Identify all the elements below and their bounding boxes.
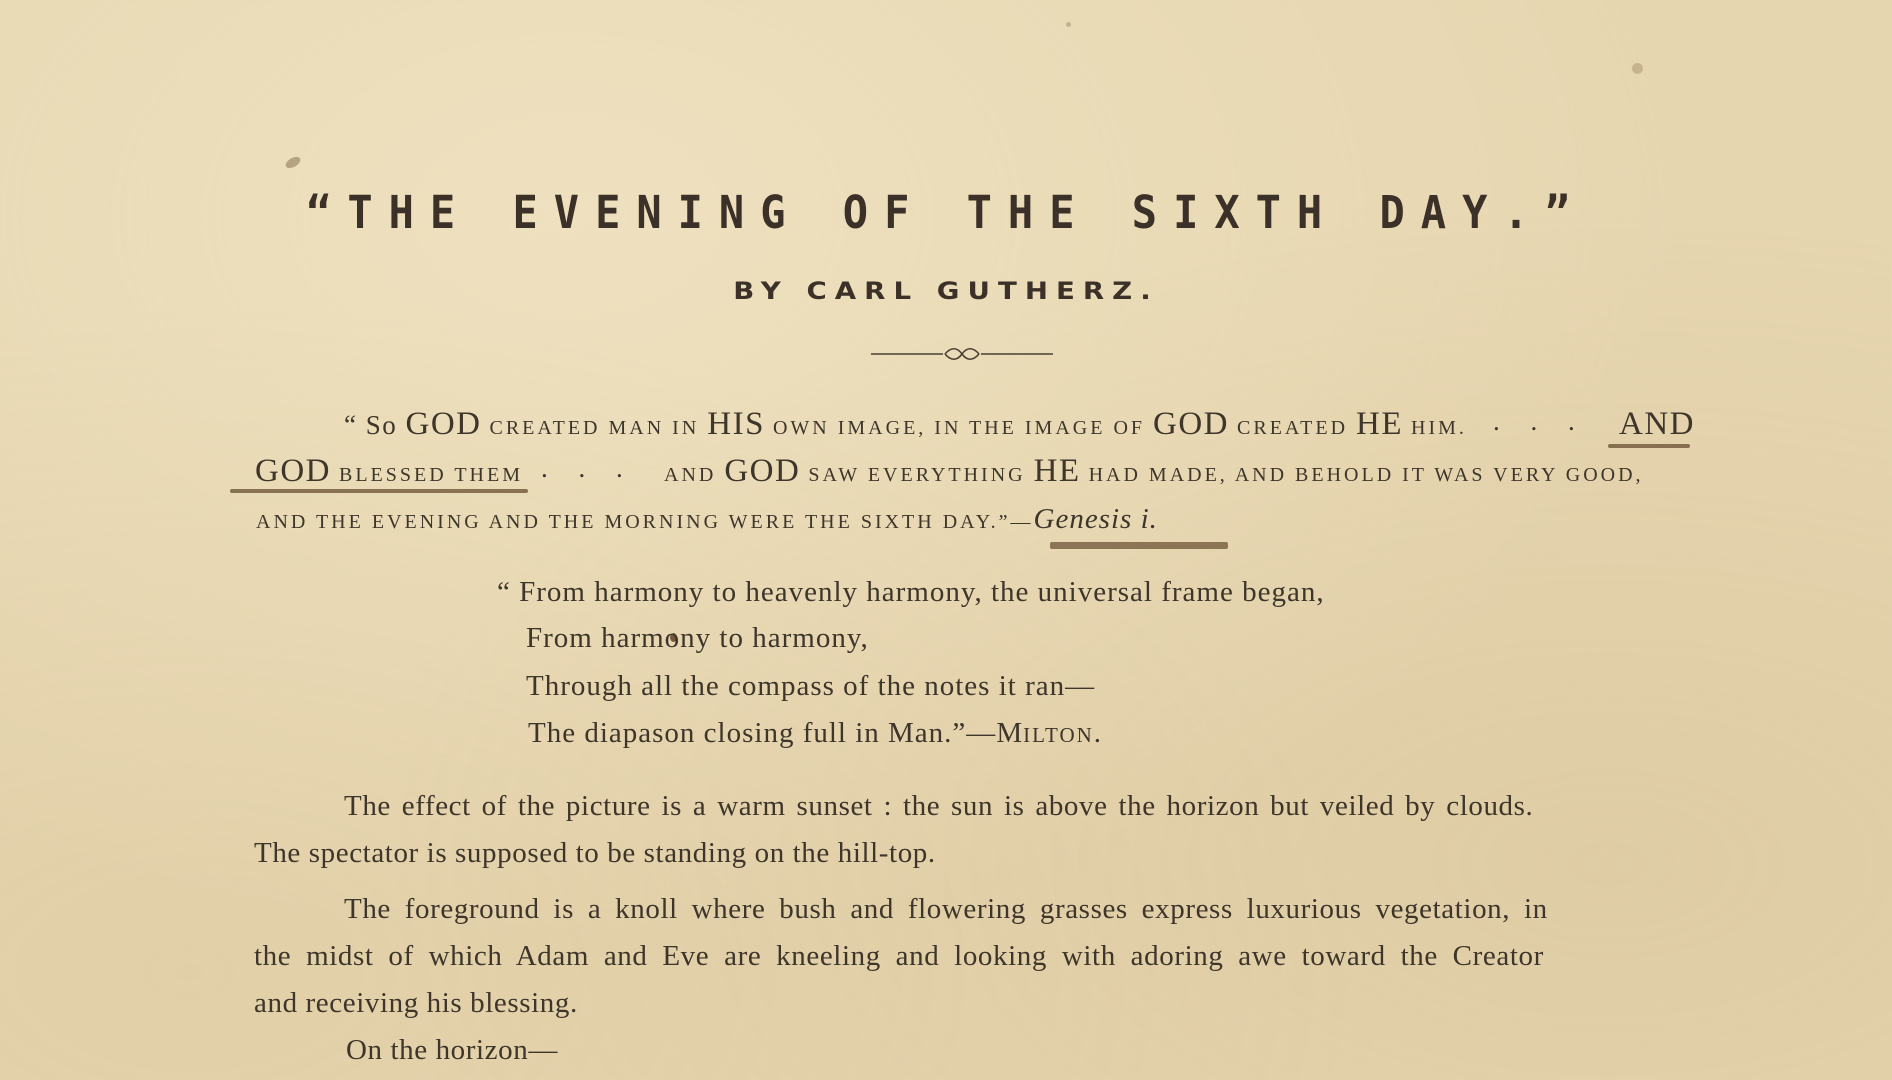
scripture-ellipsis: . . . <box>541 453 635 483</box>
scripture-and <box>1619 406 1695 443</box>
ornament-divider <box>871 345 1053 363</box>
poem-line-1: “ From harmony to heavenly harmony, the universal frame began, <box>497 576 1325 608</box>
document-title: “THE EVENING OF THE SIXTH DAY.” <box>306 186 1586 239</box>
scripture-text: HE <box>1033 453 1081 489</box>
scripture-text: HIS <box>707 406 765 442</box>
pencil-underline <box>230 489 528 493</box>
poem-line-2: From harmony to harmony, <box>526 622 869 654</box>
paragraph-1-line-2: The spectator is supposed to be standing on the hill-top. <box>254 837 936 869</box>
scripture-text: GOD <box>1153 406 1230 442</box>
scripture-ellipsis: . . . <box>1493 406 1587 436</box>
poem-author: M <box>996 717 1024 749</box>
scripture-text: “ So <box>344 410 406 440</box>
paragraph-text: The effect of the picture is a warm sunset : the sun is above the horizon but veiled by clouds. <box>344 790 1534 822</box>
pencil-underline <box>1050 542 1228 549</box>
scripture-text: GOD <box>255 453 331 489</box>
scripture-text: SAW EVERYTHING <box>800 464 1034 486</box>
scripture-text: CREATED MAN IN <box>481 417 708 439</box>
scripture-text: HAD MADE, AND BEHOLD IT WAS VERY GOOD, <box>1080 464 1644 486</box>
pencil-underline <box>1608 444 1690 448</box>
author-byline: BY CARL GUTHERZ. <box>733 277 1159 305</box>
scripture-text: HE <box>1356 406 1404 442</box>
poem-author: ILTON <box>1023 723 1094 747</box>
poem-text: The diapason closing full in Man.”— <box>528 717 997 749</box>
scripture-text: AND <box>664 464 725 486</box>
scripture-citation: Genesis i. <box>1033 503 1158 535</box>
poem-line-3: Through all the compass of the notes it ran— <box>526 670 1096 702</box>
scripture-text: AND THE EVENING AND THE MORNING WERE THE SIXTH DAY.”— <box>256 511 1034 533</box>
scripture-text: CREATED <box>1229 417 1357 439</box>
poem-text: . <box>1093 717 1103 749</box>
scripture-text: GOD <box>724 453 801 489</box>
scripture-line-1 <box>344 406 1467 443</box>
paper-stain <box>284 155 302 171</box>
scripture-text: BLESSED THEM <box>331 464 523 486</box>
paragraph-3-line-1: On the horizon— <box>346 1034 558 1066</box>
scripture-text: HIM. <box>1403 417 1467 439</box>
paragraph-2-line-1: The foreground is a knoll where bush and flowering grasses express luxurious vegetation, in <box>344 893 1548 925</box>
paragraph-1-line-1 <box>344 790 1672 823</box>
scripture-text: GOD <box>405 406 482 442</box>
paper-stain <box>1066 22 1071 27</box>
scripture-line-2b <box>664 453 1644 490</box>
scripture-text: OWN IMAGE, IN THE IMAGE OF <box>764 417 1154 439</box>
paper-stain <box>1632 63 1643 74</box>
scripture-line-2 <box>255 453 523 490</box>
paragraph-2-line-3: and receiving his blessing. <box>254 987 578 1019</box>
paragraph-2-line-2: the midst of which Adam and Eve are kneeling and looking with adoring awe toward the Creator <box>254 940 1544 972</box>
scripture-text: AND <box>1619 406 1695 442</box>
poem-line-4 <box>528 717 1102 750</box>
scripture-line-3 <box>256 503 1158 536</box>
